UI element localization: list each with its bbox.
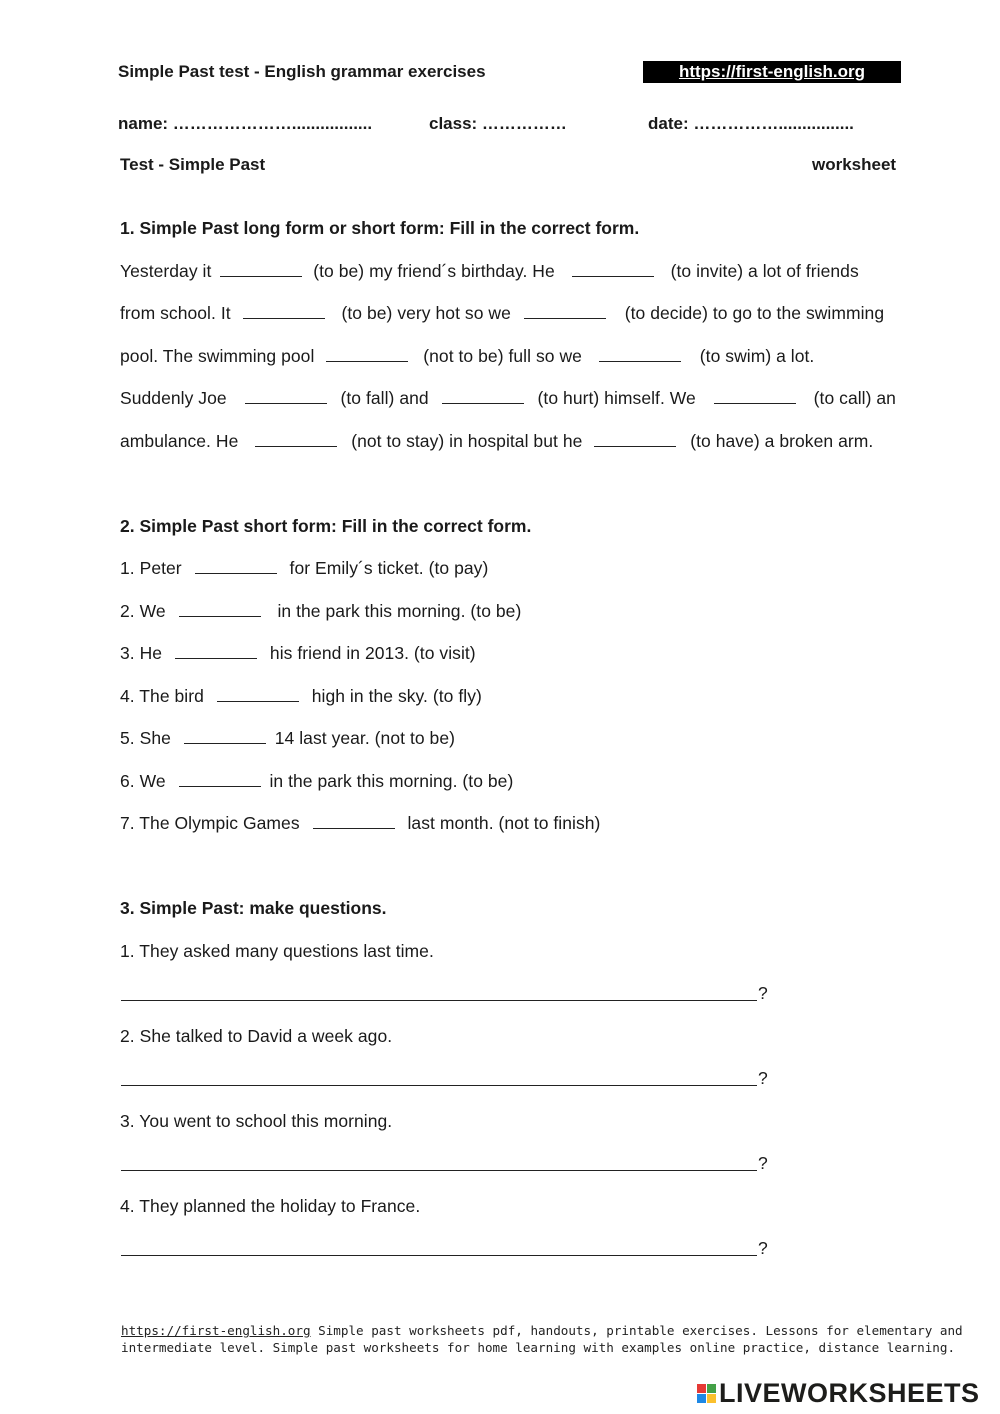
page-title: Simple Past test - English grammar exercises: [118, 62, 486, 81]
section1-line-5: [120, 431, 873, 452]
blank-input[interactable]: [179, 772, 261, 787]
section2-item: [120, 558, 488, 579]
test-label: Test - Simple Past: [120, 155, 266, 174]
text-fragment: in the park this morning. (to be): [277, 601, 522, 621]
text-fragment: pool. The swimming pool: [120, 346, 315, 366]
text-fragment: Suddenly Joe: [120, 388, 227, 408]
brand-name: LIVEWORKSHEETS: [719, 1378, 980, 1408]
text-fragment: (to call) an: [813, 388, 896, 408]
blank-input[interactable]: [326, 347, 408, 362]
blank-input[interactable]: [599, 347, 681, 362]
class-field: class: ……………: [429, 114, 567, 133]
text-fragment: from school. It: [120, 303, 231, 323]
blank-input[interactable]: [217, 687, 299, 702]
section2-item: [120, 771, 513, 792]
question-prompt: 3. You went to school this morning.: [120, 1111, 393, 1131]
blank-input[interactable]: [524, 304, 606, 319]
section1-line-1: [120, 261, 859, 282]
text-fragment: (to be) my friend´s birthday. He: [313, 261, 555, 281]
text-fragment: for Emily´s ticket. (to pay): [289, 558, 489, 578]
site-url-link[interactable]: https://first-english.org: [643, 61, 901, 83]
text-fragment: his friend in 2013. (to visit): [269, 643, 476, 663]
blank-input[interactable]: [220, 262, 302, 277]
section2-item: [120, 601, 521, 622]
logo-square-icon: [697, 1394, 706, 1403]
question-mark: ?: [758, 1153, 768, 1173]
blank-input[interactable]: [594, 432, 676, 447]
section1-line-4: [120, 388, 896, 409]
question-prompt: 1. They asked many questions last time.: [120, 941, 434, 961]
blank-input[interactable]: [714, 389, 796, 404]
footer-line-1: Simple past worksheets pdf, handouts, printable exercises. Lessons for elementary and: [310, 1323, 963, 1338]
text-fragment: last month. (not to finish): [407, 813, 601, 833]
text-fragment: (to have) a broken arm.: [690, 431, 874, 451]
text-fragment: 1. Peter: [120, 558, 182, 578]
text-fragment: (to invite) a lot of friends: [670, 261, 859, 281]
blank-input[interactable]: [313, 814, 395, 829]
blank-input[interactable]: [442, 389, 524, 404]
text-fragment: (to fall) and: [340, 388, 429, 408]
logo-square-icon: [697, 1384, 706, 1393]
blank-input[interactable]: [243, 304, 325, 319]
text-fragment: 3. He: [120, 643, 163, 663]
section2-item: [120, 686, 482, 707]
section1-line-3: [120, 346, 814, 367]
text-fragment: in the park this morning. (to be): [269, 771, 514, 791]
answer-line[interactable]: [121, 1085, 757, 1086]
text-fragment: 4. The bird: [120, 686, 204, 706]
date-field: date: ……………................: [648, 114, 854, 133]
text-fragment: 14 last year. (not to be): [274, 728, 455, 748]
text-fragment: Yesterday it: [120, 261, 212, 281]
blank-input[interactable]: [572, 262, 654, 277]
section2-item: [120, 728, 455, 749]
logo-square-icon: [707, 1394, 716, 1403]
text-fragment: (not to stay) in hospital but he: [351, 431, 583, 451]
text-fragment: (to decide) to go to the swimming: [624, 303, 885, 323]
question-mark: ?: [758, 983, 768, 1003]
text-fragment: 7. The Olympic Games: [120, 813, 300, 833]
section3-title: 3. Simple Past: make questions.: [120, 898, 387, 918]
text-fragment: (to be) very hot so we: [341, 303, 511, 323]
section2-title: 2. Simple Past short form: Fill in the correct form.: [120, 516, 532, 536]
footer-line-2: intermediate level. Simple past worksheets for home learning with examples online practice, distance learning.: [121, 1340, 956, 1355]
blank-input[interactable]: [255, 432, 337, 447]
section1-line-2: [120, 303, 884, 324]
blank-input[interactable]: [175, 644, 257, 659]
text-fragment: 5. She: [120, 728, 171, 748]
question-prompt: 2. She talked to David a week ago.: [120, 1026, 393, 1046]
text-fragment: 6. We: [120, 771, 166, 791]
name-field: name: ………………….................: [118, 114, 373, 133]
text-fragment: 2. We: [120, 601, 166, 621]
question-mark: ?: [758, 1238, 768, 1258]
liveworksheets-logo: [697, 1378, 980, 1409]
footer-link[interactable]: https://first-english.org: [121, 1323, 311, 1338]
blank-input[interactable]: [245, 389, 327, 404]
answer-line[interactable]: [121, 1000, 757, 1001]
section2-item: [120, 813, 600, 834]
text-fragment: (not to be) full so we: [423, 346, 582, 366]
text-fragment: (to swim) a lot.: [699, 346, 815, 366]
liveworksheets-icon: [697, 1384, 716, 1403]
section2-item: [120, 643, 476, 664]
blank-input[interactable]: [184, 729, 266, 744]
blank-input[interactable]: [195, 559, 277, 574]
text-fragment: (to hurt) himself. We: [537, 388, 696, 408]
section1-title: 1. Simple Past long form or short form: Fill in the correct form.: [120, 218, 640, 238]
answer-line[interactable]: [121, 1255, 757, 1256]
text-fragment: ambulance. He: [120, 431, 239, 451]
logo-square-icon: [707, 1384, 716, 1393]
worksheet-label: worksheet: [812, 155, 897, 174]
blank-input[interactable]: [179, 602, 261, 617]
answer-line[interactable]: [121, 1170, 757, 1171]
question-prompt: 4. They planned the holiday to France.: [120, 1196, 421, 1216]
text-fragment: high in the sky. (to fly): [311, 686, 482, 706]
footer-text: [121, 1322, 963, 1356]
question-mark: ?: [758, 1068, 768, 1088]
